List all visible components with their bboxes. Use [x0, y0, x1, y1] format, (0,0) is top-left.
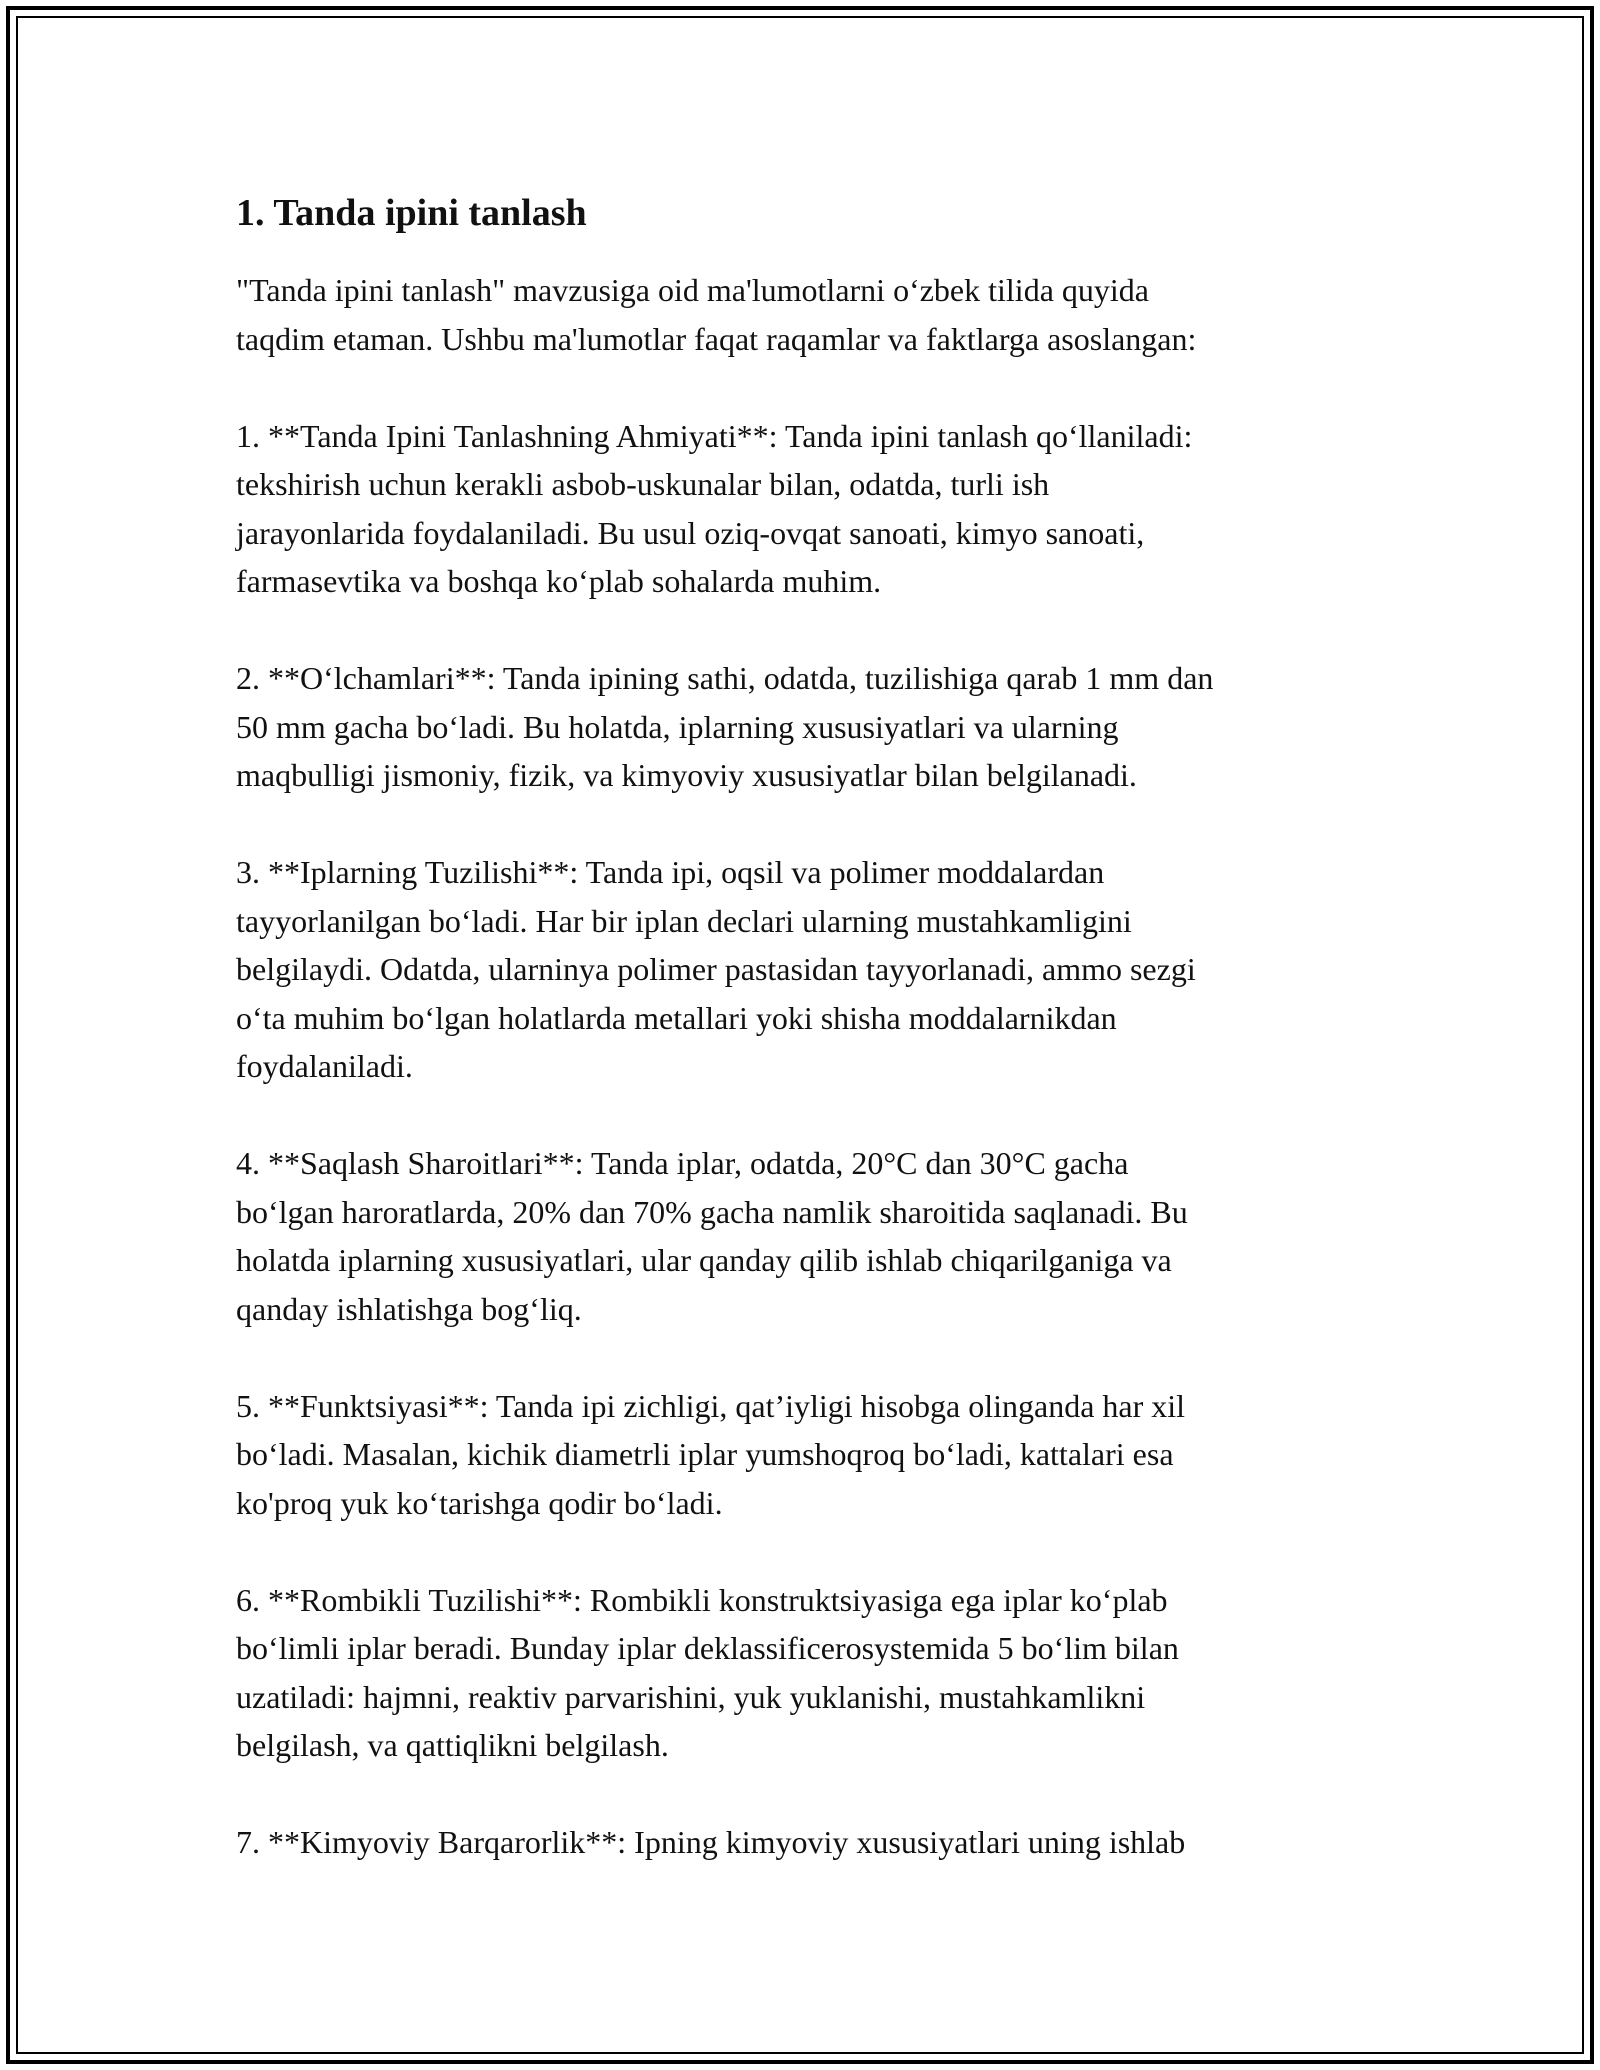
section-paragraph-3	[236, 848, 1376, 1091]
text-line: 1. **Tanda Ipini Tanlashning Ahmiyati**: Tanda ipini tanlash qo‘llaniladi:	[236, 417, 1193, 454]
section-paragraph-2	[236, 654, 1376, 800]
text-line: foydalaniladi.	[236, 1048, 413, 1084]
text-line: belgilash, va qattiqlikni belgilash.	[236, 1727, 669, 1763]
text-line: bo‘ladi. Masalan, kichik diametrli iplar yumshoqroq bo‘ladi, kattalari esa	[236, 1436, 1174, 1472]
text-line: 6. **Rombikli Tuzilishi**: Rombikli konstruktsiyasiga ega iplar ko‘plab	[236, 1581, 1168, 1618]
section-paragraph-1	[236, 412, 1376, 606]
text-line: bo‘lgan haroratlarda, 20% dan 70% gacha namlik sharoitida saqlanadi. Bu	[236, 1193, 1188, 1230]
text-line: belgilaydi. Odatda, ularninya polimer pastasidan tayyorlanadi, ammo sezgi	[236, 951, 1196, 987]
text-line: "Tanda ipini tanlash" mavzusiga oid ma'lumotlarni o‘zbek tilida quyida	[236, 272, 1149, 308]
text-line: taqdim etaman. Ushbu ma'lumotlar faqat raqamlar va faktlarga asoslangan:	[236, 320, 1197, 357]
text-line: holatda iplarning xususiyatlari, ular qanday qilib ishlab chiqarilganiga va	[236, 1242, 1172, 1278]
intro-paragraph	[236, 266, 1376, 363]
text-line: o‘ta muhim bo‘lgan holatlarda metallari yoki shisha moddalarnikdan	[236, 999, 1117, 1036]
text-line: tayyorlanilgan bo‘ladi. Har bir iplan declari ularning mustahkamligini	[236, 902, 1132, 939]
text-line: 3. **Iplarning Tuzilishi**: Tanda ipi, oqsil va polimer moddalardan	[236, 854, 1105, 890]
text-line: 7. **Kimyoviy Barqarorlik**: Ipning kimyoviy xususiyatlari uning ishlab	[236, 1824, 1186, 1860]
document-title: 1. Tanda ipini tanlash	[236, 192, 587, 234]
text-line: tekshirish uchun kerakli asbob-uskunalar bilan, odatda, turli ish	[236, 466, 1050, 502]
text-line: 2. **O‘lchamlari**: Tanda ipining sathi, odatda, tuzilishiga qarab 1 mm dan	[236, 660, 1214, 696]
text-line: maqbulligi jismoniy, fizik, va kimyoviy xususiyatlar bilan belgilanadi.	[236, 757, 1137, 793]
text-line: 5. **Funktsiyasi**: Tanda ipi zichligi, qat’iyligi hisobga olinganda har xil	[236, 1387, 1186, 1424]
text-line: qanday ishlatishga bog‘liq.	[236, 1290, 582, 1327]
section-paragraph-7	[236, 1818, 1376, 1867]
section-paragraph-6	[236, 1576, 1376, 1770]
section-paragraph-4	[236, 1139, 1376, 1333]
text-line: bo‘limli iplar beradi. Bunday iplar deklassificerosystemida 5 bo‘lim bilan	[236, 1630, 1179, 1666]
text-line: 4. **Saqlash Sharoitlari**: Tanda iplar, odatda, 20°C dan 30°C gacha	[236, 1145, 1129, 1181]
text-line: 50 mm gacha bo‘ladi. Bu holatda, iplarning xususiyatlari va ularning	[236, 708, 1119, 745]
section-paragraph-5	[236, 1382, 1376, 1528]
text-line: jarayonlarida foydalaniladi. Bu usul oziq-ovqat sanoati, kimyo sanoati,	[236, 514, 1145, 551]
text-line: farmasevtika va boshqa ko‘plab sohalarda muhim.	[236, 563, 882, 599]
text-line: ko'proq yuk ko‘tarishga qodir bo‘ladi.	[236, 1484, 723, 1521]
text-line: uzatiladi: hajmni, reaktiv parvarishini, yuk yuklanishi, mustahkamlikni	[236, 1678, 1146, 1715]
document-body	[236, 186, 1376, 1915]
